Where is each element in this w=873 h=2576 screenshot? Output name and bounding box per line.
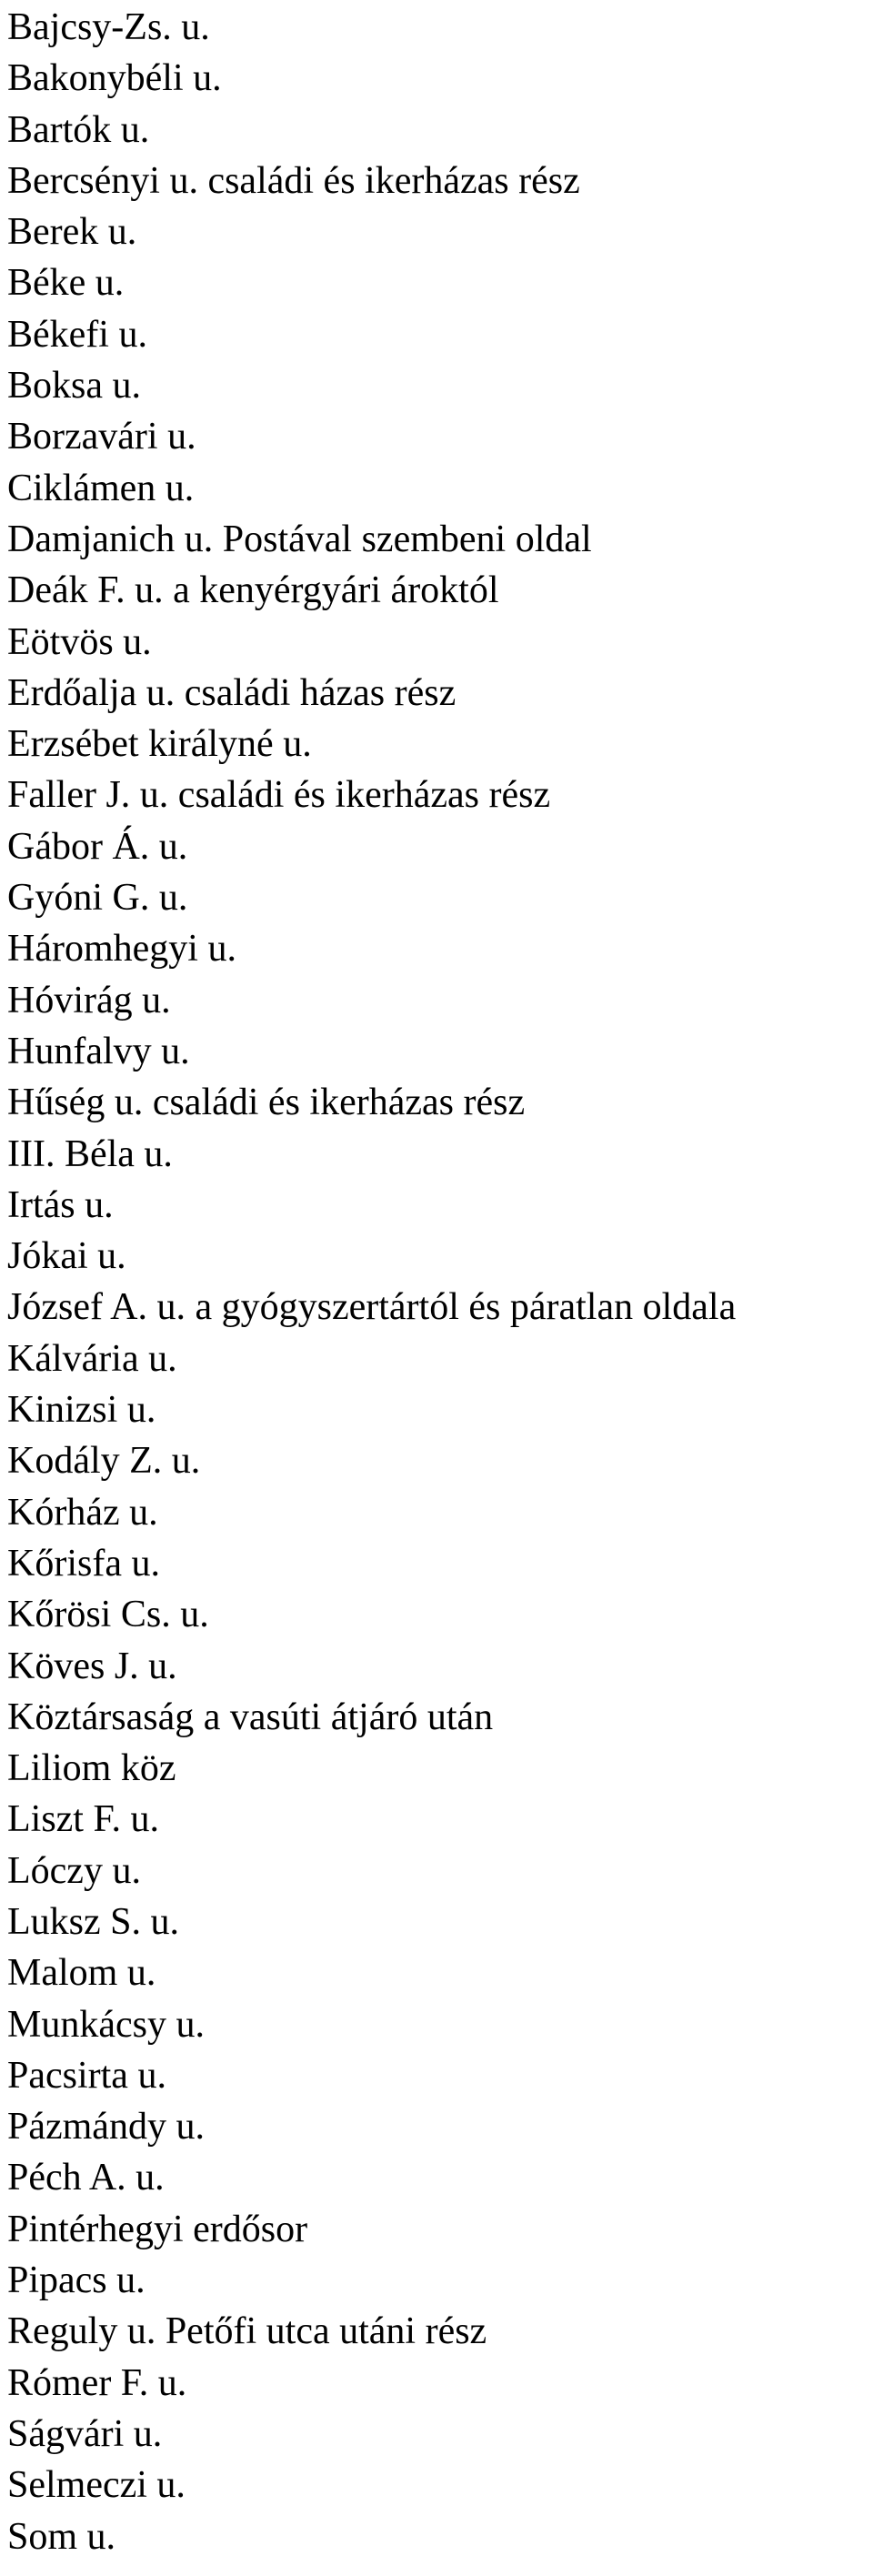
street-item: III. Béla u.: [7, 1132, 173, 1175]
street-item: Hóvirág u.: [7, 979, 171, 1021]
street-item: Kálvária u.: [7, 1337, 177, 1380]
street-item: Faller J. u. családi és ikerházas rész: [7, 774, 551, 817]
street-item: Hunfalvy u.: [7, 1030, 190, 1072]
street-item: Békefi u.: [7, 313, 147, 356]
street-item: Eötvös u.: [7, 620, 152, 663]
street-item: József A. u. a gyógyszertártól és páratlan oldala: [7, 1286, 737, 1329]
street-item: Reguly u. Petőfi utca utáni rész: [7, 2310, 487, 2353]
street-item: Rómer F. u.: [7, 2361, 187, 2404]
street-item: Pintérhegyi erdősor: [7, 2208, 308, 2250]
street-item: Kinizsi u.: [7, 1389, 156, 1432]
street-item: Damjanich u. Postával szembeni oldal: [7, 518, 592, 560]
street-item: Erdőalja u. családi házas rész: [7, 671, 457, 714]
street-item: Hűség u. családi és ikerházas rész: [7, 1082, 526, 1124]
street-item: Pacsirta u.: [7, 2054, 166, 2097]
street-item: Pipacs u.: [7, 2259, 146, 2302]
street-item: Deák F. u. a kenyérgyári ároktól: [7, 569, 499, 612]
street-item: Gábor Á. u.: [7, 825, 188, 868]
street-item: Kórház u.: [7, 1491, 158, 1534]
street-item: Köves J. u.: [7, 1645, 177, 1687]
street-list: [7, 2, 736, 2562]
street-item: Ságvári u.: [7, 2412, 163, 2455]
street-item: Liszt F. u.: [7, 1798, 159, 1841]
street-item: Berek u.: [7, 211, 137, 254]
street-item: Ciklámen u.: [7, 467, 195, 509]
street-item: Bakonybéli u.: [7, 57, 222, 100]
street-item: Erzsébet királyné u.: [7, 723, 312, 766]
street-item: Irtás u.: [7, 1183, 114, 1226]
street-item: Boksa u.: [7, 365, 141, 408]
street-item: Selmeczi u.: [7, 2464, 186, 2507]
street-item: Som u.: [7, 2515, 116, 2558]
street-item: Jókai u.: [7, 1235, 126, 1278]
street-item: Köztársaság a vasúti átjáró után: [7, 1696, 494, 1738]
street-item: Péch A. u.: [7, 2157, 165, 2199]
street-item: Malom u.: [7, 1952, 156, 1995]
street-item: Kőrösi Cs. u.: [7, 1594, 209, 1636]
street-item: Munkácsy u.: [7, 2003, 205, 2046]
street-item: Borzavári u.: [7, 416, 196, 458]
street-item: Kőrisfa u.: [7, 1542, 160, 1585]
street-item: Kodály Z. u.: [7, 1440, 201, 1483]
street-item: Luksz S. u.: [7, 1900, 179, 1943]
street-item: Liliom köz: [7, 1747, 176, 1790]
street-item: Pázmándy u.: [7, 2106, 205, 2148]
street-item: Háromhegyi u.: [7, 928, 236, 971]
street-item: Bartók u.: [7, 108, 150, 151]
street-item: Béke u.: [7, 262, 125, 305]
street-item: Gyóni G. u.: [7, 877, 188, 920]
street-item: Bercsényi u. családi és ikerházas rész: [7, 159, 580, 202]
street-item: Lóczy u.: [7, 1849, 141, 1892]
street-item: Bajcsy-Zs. u.: [7, 6, 210, 48]
